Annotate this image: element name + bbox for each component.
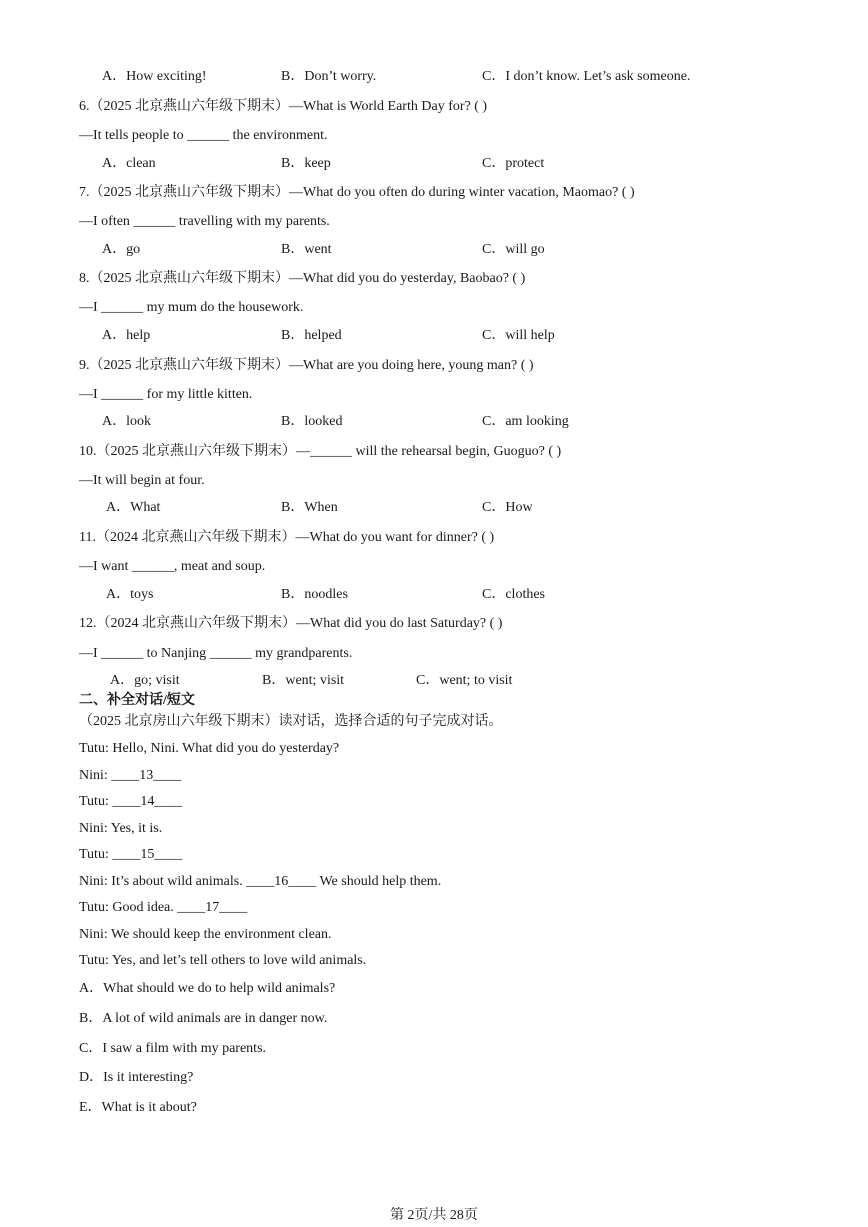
q11-option-c: C．clothes [482,587,545,602]
q8-answer: —I ______ my mum do the housework. [79,300,304,315]
q6-option-b: B．keep [281,156,331,171]
q10-option-b: B．When [281,500,338,515]
dialogue-line: Nini: We should keep the environment clean. [79,927,332,942]
q10-option-c: C．How [482,500,533,515]
q12-prompt: 12.（2024 北京燕山六年级下期末）—What did you do last Saturday? ( ) [79,616,503,631]
section-instruction: （2025 北京房山六年级下期末）读对话，选择合适的句子完成对话。 [79,714,503,729]
dialogue-line: Tutu: Yes, and let’s tell others to love wild animals. [79,953,367,968]
choice-item: D．Is it interesting? [79,1070,194,1085]
q7-option-a: A．go [102,242,141,257]
dialogue-line: Tutu: ____15____ [79,847,183,862]
dialogue-line: Tutu: ____14____ [79,794,183,809]
q5-option-c: C．I don’t know. Let’s ask someone. [482,69,691,84]
q8-option-b: B．helped [281,328,342,343]
choice-item: E．What is it about? [79,1100,197,1115]
q12-option-b: B．went; visit [262,673,345,688]
q12-option-a: A．go; visit [110,673,180,688]
q11-option-a: A．toys [106,587,154,602]
dialogue-line: Nini: Yes, it is. [79,821,163,836]
q11-prompt: 11.（2024 北京燕山六年级下期末）—What do you want for dinner? ( ) [79,530,495,545]
q9-option-b: B．looked [281,414,343,429]
q5-option-b: B．Don’t worry. [281,69,377,84]
q5-option-a: A．How exciting! [102,69,207,84]
q7-answer: —I often ______ travelling with my parents. [79,214,330,229]
q10-answer: —It will begin at four. [79,473,205,488]
q8-prompt: 8.（2025 北京燕山六年级下期末）—What did you do yesterday, Baobao? ( ) [79,271,526,286]
section-heading: 二、补全对话/短文 [79,693,195,708]
q12-option-c: C．went; to visit [416,673,513,688]
dialogue-line: Nini: ____13____ [79,768,182,783]
q11-answer: —I want ______, meat and soup. [79,559,266,574]
q6-option-c: C．protect [482,156,545,171]
page-number: 第 2页/共 28页 [390,1208,478,1223]
q9-option-a: A．look [102,414,151,429]
choice-item: A．What should we do to help wild animals? [79,981,336,996]
q10-prompt: 10.（2025 北京燕山六年级下期末）—______ will the rehearsal begin, Guoguo? ( ) [79,444,562,459]
q7-option-b: B．went [281,242,332,257]
q6-option-a: A．clean [102,156,156,171]
q7-option-c: C．will go [482,242,545,257]
q8-option-a: A．help [102,328,151,343]
q8-option-c: C．will help [482,328,555,343]
q9-prompt: 9.（2025 北京燕山六年级下期末）—What are you doing here, young man? ( ) [79,358,534,373]
dialogue-line: Tutu: Hello, Nini. What did you do yesterday? [79,741,340,756]
q9-answer: —I ______ for my little kitten. [79,387,253,402]
choice-item: C．I saw a film with my parents. [79,1041,267,1056]
dialogue-line: Nini: It’s about wild animals. ____16____ We should help them. [79,874,442,889]
q7-prompt: 7.（2025 北京燕山六年级下期末）—What do you often do during winter vacation, Maomao? ( ) [79,185,635,200]
q11-option-b: B．noodles [281,587,348,602]
q6-answer: —It tells people to ______ the environment. [79,128,328,143]
q12-answer: —I ______ to Nanjing ______ my grandparents. [79,646,353,661]
dialogue-line: Tutu: Good idea. ____17____ [79,900,248,915]
choice-item: B．A lot of wild animals are in danger now. [79,1011,328,1026]
q9-option-c: C．am looking [482,414,569,429]
q10-option-a: A．What [106,500,161,515]
q6-prompt: 6.（2025 北京燕山六年级下期末）—What is World Earth Day for? ( ) [79,99,488,114]
